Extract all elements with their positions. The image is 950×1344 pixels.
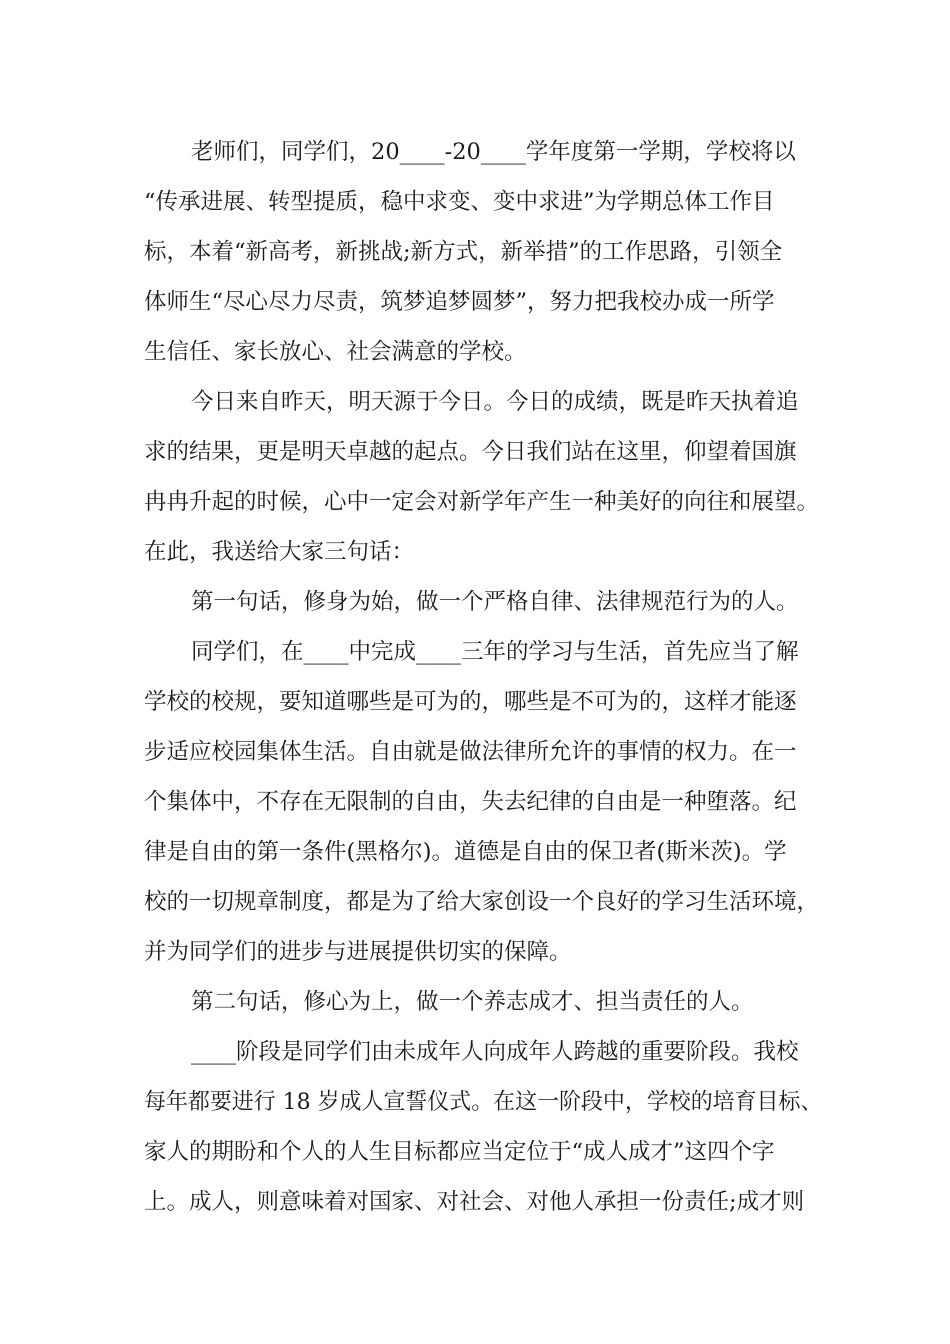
text-line: 校的一切规章制度，都是为了给大家创设一个良好的学习生活环境， (144, 889, 820, 915)
text-line: 上。成人，则意味着对国家、对社会、对他人承担一份责任;成才则 (144, 1189, 805, 1215)
text-line: 标，本着“新高考，新挑战;新方式，新举措”的工作思路，引领全 (144, 239, 783, 265)
text-line: 冉冉升起的时候，心中一定会对新学年产生一种美好的向往和展望。 (144, 489, 820, 515)
text-line: 求的结果，更是明天卓越的起点。今日我们站在这里，仰望着国旗 (144, 439, 797, 465)
text-line: 每年都要进行 18 岁成人宣誓仪式。在这一阶段中，学校的培育目标、 (144, 1089, 823, 1115)
text-line: 第二句话，修心为上，做一个养志成才、担当责任的人。 (191, 989, 754, 1015)
text-line: 学校的校规，要知道哪些是可为的，哪些是不可为的，这样才能逐 (144, 689, 797, 715)
text-line: 体师生“尽心尽力尽责，筑梦追梦圆梦”，努力把我校办成一所学 (144, 289, 775, 315)
text-line: 老师们，同学们，20____-20____学年度第一学期，学校将以 (191, 139, 796, 165)
text-line: 家人的期盼和个人的人生目标都应当定位于“成人成才”这四个字 (144, 1139, 775, 1165)
text-line: ____阶段是同学们由未成年人向成年人跨越的重要阶段。我校 (191, 1039, 799, 1065)
text-line: 并为同学们的进步与进展提供切实的保障。 (144, 939, 572, 965)
text-line: 今日来自昨天，明天源于今日。今日的成绩，既是昨天执着追 (191, 389, 799, 415)
text-line: “传承进展、转型提质，稳中求变、变中求进”为学期总体工作目 (144, 189, 775, 215)
text-line: 生信任、家长放心、社会满意的学校。 (144, 339, 527, 365)
text-line: 在此，我送给大家三句话： (144, 539, 415, 565)
text-line: 个集体中，不存在无限制的自由，失去纪律的自由是一种堕落。纪 (144, 789, 797, 815)
text-line: 律是自由的第一条件(黑格尔)。道德是自由的保卫者(斯米茨)。学 (144, 839, 787, 865)
text-line: 第一句话，修身为始，做一个严格自律、法律规范行为的人。 (191, 589, 799, 615)
text-line: 步适应校园集体生活。自由就是做法律所允许的事情的权力。在一 (144, 739, 797, 765)
text-line: 同学们，在____中完成____三年的学习与生活，首先应当了解 (191, 639, 799, 665)
